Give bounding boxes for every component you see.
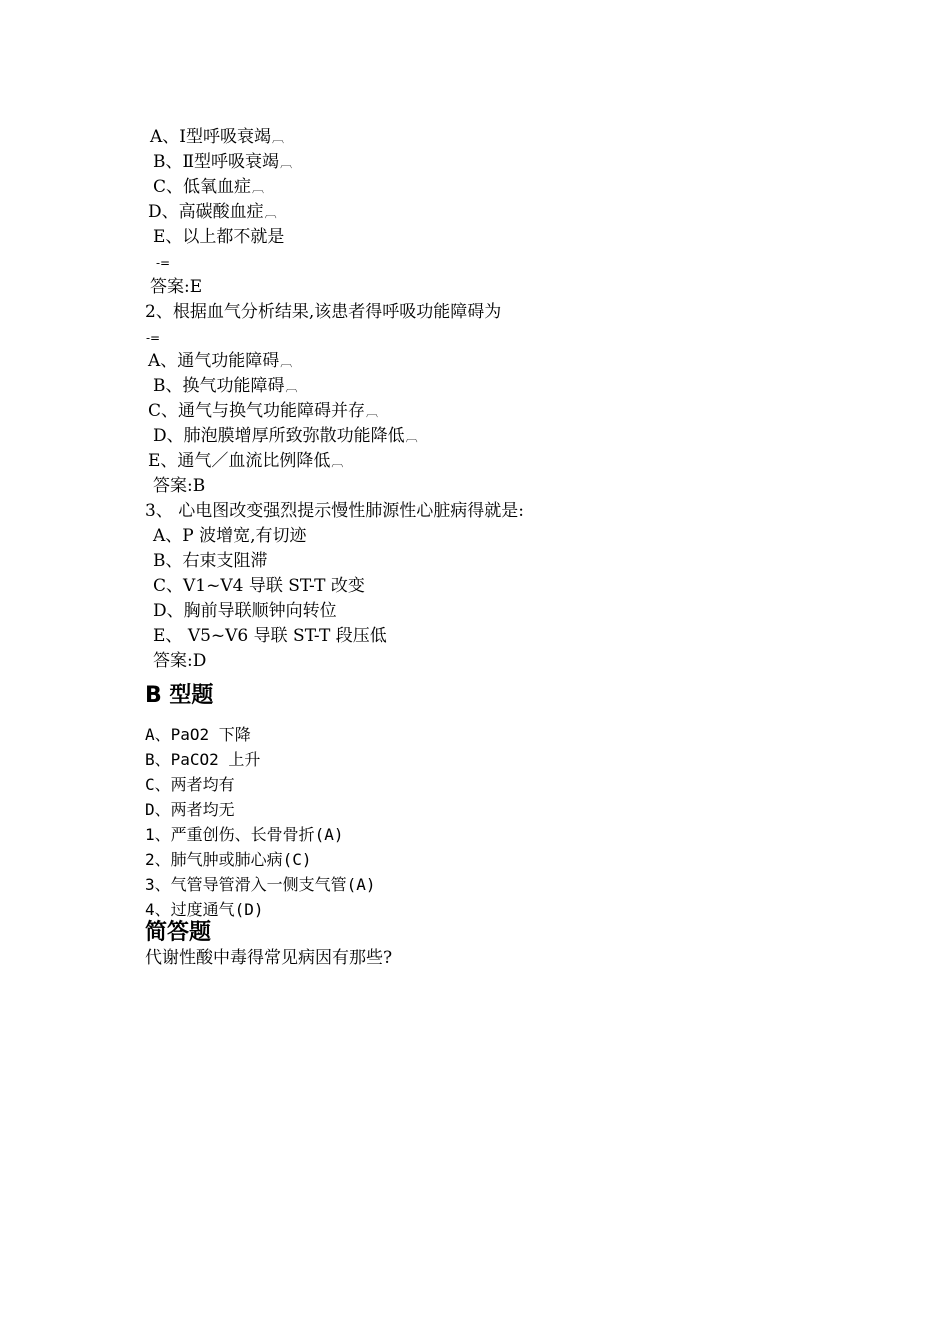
q1-option-c [153, 176, 263, 199]
q1-symbol: -= [156, 256, 171, 270]
q2-option-e-text: E、通气／血流比例降低 [148, 451, 331, 471]
q3-option-a: A、P 波增宽,有切迹 [153, 526, 307, 546]
b-section-heading: B 型题 [145, 683, 214, 708]
blank-mark: ︹ [280, 155, 292, 170]
blank-mark: ︹ [366, 404, 378, 419]
q2-option-d [153, 425, 417, 448]
q2-option-d-text: D、肺泡膜增厚所致弥散功能降低 [153, 426, 405, 446]
q2-option-a [148, 350, 291, 373]
short-question: 代谢性酸中毒得常见病因有那些? [145, 948, 393, 968]
q1-option-d-text: D、高碳酸血症 [148, 202, 264, 222]
blank-mark: ︹ [331, 454, 343, 469]
b-option-a: A、PaO2 下降 [145, 725, 251, 744]
q2-option-b-text: B、换气功能障碍 [153, 376, 285, 396]
q3-option-b: B、右束支阻滞 [153, 551, 268, 571]
q2-option-a-text: A、通气功能障碍 [148, 351, 280, 371]
b-item-2: 2、肺气肿或肺心病(C) [145, 850, 312, 869]
blank-mark: ︹ [280, 354, 292, 369]
q2-option-b [153, 375, 297, 398]
q2-symbol: -= [146, 331, 161, 345]
b-item-3: 3、气管导管滑入一侧支气管(A) [145, 875, 376, 894]
q1-option-a [150, 126, 283, 149]
q2-question: 2、根据血气分析结果,该患者得呼吸功能障碍为 [145, 302, 502, 322]
blank-mark: ︹ [272, 130, 284, 145]
b-option-b: B、PaCO2 上升 [145, 750, 261, 769]
blank-mark: ︹ [264, 205, 276, 220]
q1-option-b-text: B、Ⅱ型呼吸衰竭 [153, 152, 280, 172]
q2-answer: 答案:B [153, 476, 206, 496]
q2-option-c [148, 400, 377, 423]
q2-option-e [148, 450, 342, 473]
blank-mark: ︹ [252, 180, 264, 195]
q3-answer: 答案:D [153, 651, 207, 671]
b-option-c: C、两者均有 [145, 775, 235, 794]
q1-option-d [148, 201, 276, 224]
b-item-4: 4、过度通气(D) [145, 900, 264, 919]
blank-mark: ︹ [285, 379, 297, 394]
q1-option-e [153, 226, 284, 248]
q3-option-d: D、胸前导联顺钟向转位 [153, 601, 337, 621]
q1-answer: 答案:E [150, 277, 203, 297]
q3-option-e: E、 V5~V6 导联 ST-T 段压低 [153, 626, 387, 646]
q3-question: 3、 心电图改变强烈提示慢性肺源性心脏病得就是: [145, 501, 524, 521]
q1-option-b [153, 151, 291, 174]
blank-mark: ︹ [405, 429, 417, 444]
b-option-d: D、两者均无 [145, 800, 235, 819]
q1-option-a-text: A、Ⅰ型呼吸衰竭 [150, 127, 271, 147]
q2-option-c-text: C、通气与换气功能障碍并存 [148, 401, 366, 421]
q3-option-c: C、V1~V4 导联 ST-T 改变 [153, 576, 365, 596]
short-section-heading: 简答题 [145, 920, 212, 945]
q1-option-c-text: C、低氧血症 [153, 177, 252, 197]
q1-option-e-text: E、以上都不就是 [153, 227, 285, 247]
b-item-1: 1、严重创伤、长骨骨折(A) [145, 825, 344, 844]
